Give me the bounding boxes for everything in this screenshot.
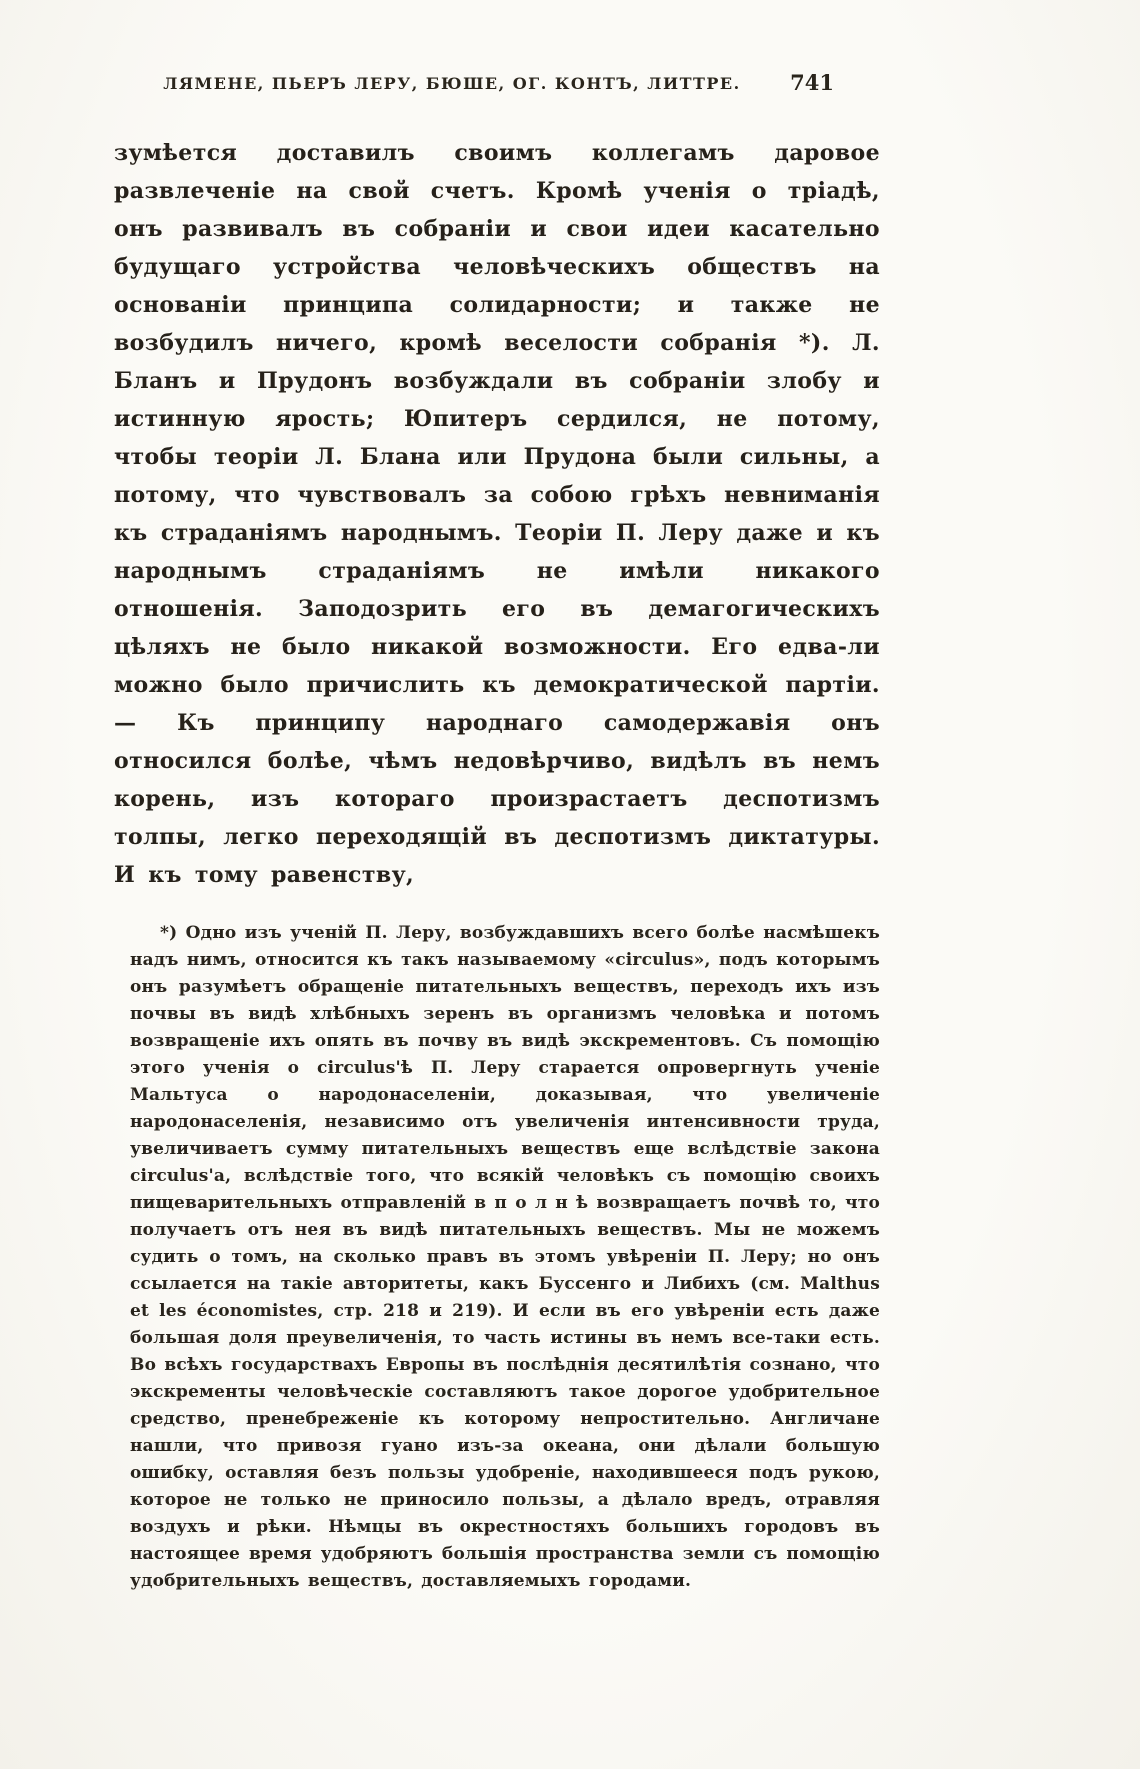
page-number: 741 <box>790 70 834 95</box>
running-title: ЛЯМЕНЕ, ПЬЕРЪ ЛЕРУ, БЮШЕ, ОГ. КОНТЪ, ЛИТТРЕ. <box>163 74 741 93</box>
page-header <box>114 70 880 108</box>
body-paragraph: зумѣется доставилъ своимъ коллегамъ даровое развлеченіе на свой счетъ. Кромѣ ученія о тріадѣ, онъ развивалъ въ собраніи и свои идеи касательно будущаго устройства человѣческихъ обществъ на основаніи принципа солидарности; и также не возбудилъ ничего, кромѣ веселости собранія *). Л. Бланъ и Прудонъ возбуждали въ собраніи злобу и истинную ярость; Юпитеръ сердился, не потому, чтобы теоріи Л. Блана или Прудона были сильны, а потому, что чувствовалъ за собою грѣхъ невниманія къ страданіямъ народнымъ. Теоріи П. Леру даже и къ народнымъ страданіямъ не имѣли никакого отношенія. Заподозрить его въ демагогическихъ цѣляхъ не было никакой возможности. Его едва-ли можно было причислить къ демократической партіи. — Къ принципу народнаго самодержавія онъ относился болѣе, чѣмъ недовѣрчиво, видѣлъ въ немъ корень, изъ котораго произрастаетъ деспотизмъ толпы, легко переходящій въ деспотизмъ диктатуры. И къ тому равенству, <box>114 140 880 888</box>
text-column <box>114 70 880 1595</box>
footnote-paragraph: *) Одно изъ ученій П. Леру, возбуждавшихъ всего болѣе насмѣшекъ надъ нимъ, относится къ такъ называемому «circulus», подъ которымъ онъ разумѣетъ обращеніе питательныхъ веществъ, переходъ ихъ изъ почвы въ видѣ хлѣбныхъ зеренъ въ организмъ человѣка и потомъ возвращеніе ихъ опять въ почву въ видѣ экскрементовъ. Съ помощію этого ученія о circulus'ѣ П. Леру старается опровергнуть ученіе Мальтуса о народонаселеніи, доказывая, что увеличеніе народонаселенія, независимо отъ увеличенія интенсивности труда, увеличиваетъ сумму питательныхъ веществъ еще вслѣдствіе закона circulus'а, вслѣдствіе того, что всякій человѣкъ съ помощію своихъ пищеварительныхъ отправленій в п о л н ѣ возвращаетъ почвѣ то, что получаетъ отъ нея въ видѣ питательныхъ веществъ. Мы не можемъ судить о томъ, на сколько правъ въ этомъ увѣреніи П. Леру; но онъ ссылается на такіе авторитеты, какъ Буссенго и Либихъ (см. Malthus et les économistes, стр. 218 и 219). И если въ его увѣреніи есть даже большая доля преувеличенія, то часть истины въ немъ все-таки есть. Во всѣхъ государствахъ Европы въ послѣднія десятилѣтія сознано, что экскременты человѣческіе составляютъ такое дорогое удобрительное средство, пренебреженіе къ которому непростительно. Англичане нашли, что привозя гуано изъ-за океана, они дѣлали большую ошибку, оставляя безъ пользы удобреніе, находившееся подъ рукою, которое не только не приносило пользы, а дѣлало вредъ, отравляя воздухъ и рѣки. Нѣмцы въ окрестностяхъ большихъ городовъ въ настоящее время удобряютъ большія пространства земли съ помощію удобрительныхъ веществъ, доставляемыхъ городами. <box>130 923 880 1591</box>
